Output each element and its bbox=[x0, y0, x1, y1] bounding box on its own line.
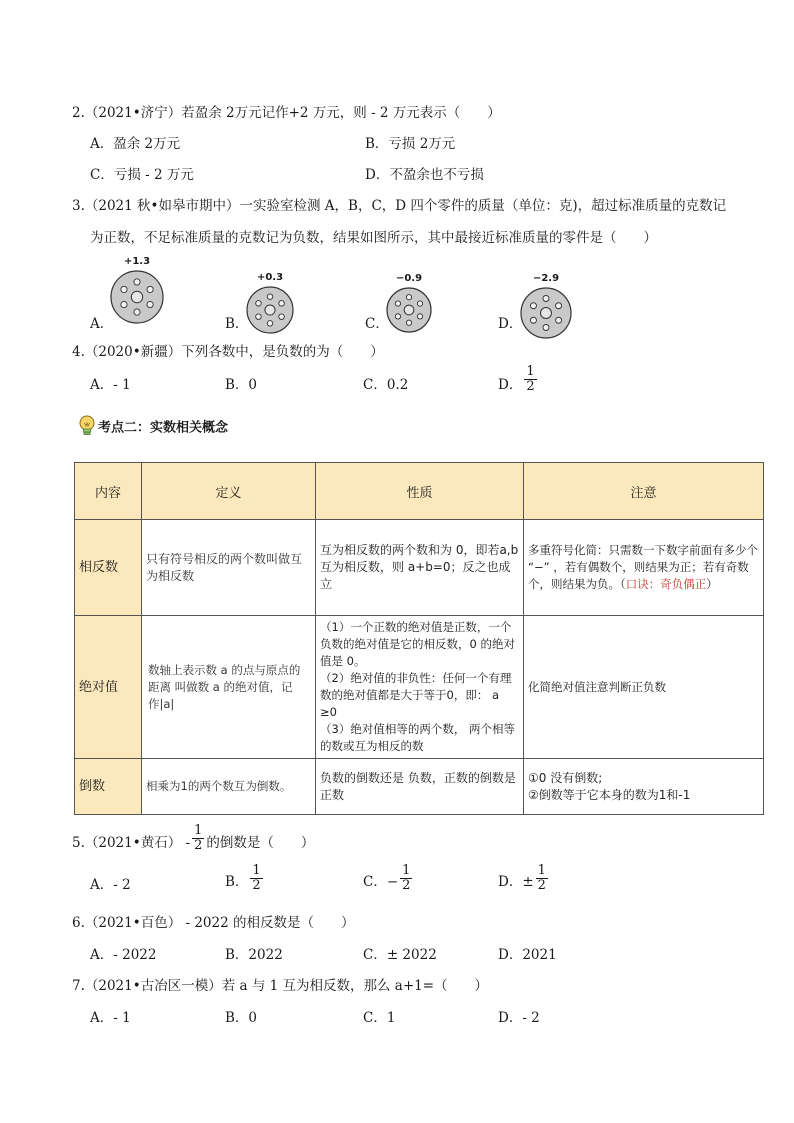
table-header-row bbox=[75, 463, 764, 520]
q5-d-frac-num: 1 bbox=[537, 863, 546, 878]
q2-option-b[interactable]: B．亏损 2万元 bbox=[365, 136, 456, 152]
part-disc-icon bbox=[519, 286, 573, 340]
part-disc-icon bbox=[109, 269, 165, 325]
q5-c-frac-num: 1 bbox=[402, 863, 411, 878]
reciprocal-note-2: ②倒数等于它本身的数为1和-1 bbox=[528, 787, 691, 802]
q6-option-d[interactable]: D．2021 bbox=[498, 947, 557, 963]
q7-option-b[interactable]: B．0 bbox=[225, 1010, 258, 1026]
q5-option-a[interactable]: A．- 2 bbox=[90, 877, 131, 893]
opposite-note-text: 多重符号化简：只需数一下数字前面有多少个 “−” ，若有偶数个，则结果为正；若有奇数个，则结果为负。（ bbox=[528, 543, 758, 591]
q2-option-c[interactable]: C．亏损 - 2 万元 bbox=[90, 167, 194, 183]
absolute-property-2: （2）绝对值的非负性：任何一个有理数的绝对值都是大于等于0，即： a ≥0 bbox=[320, 671, 512, 719]
q4-frac-den: 2 bbox=[526, 379, 535, 394]
opposite-note-end: ） bbox=[706, 577, 718, 591]
lightbulb-icon bbox=[78, 415, 96, 441]
q5-stem-pre: 5.（2021•黄石） - bbox=[72, 835, 191, 851]
q5-option-d-fraction bbox=[536, 864, 548, 893]
absolute-definition: 数轴上表示数 a 的点与原点的距离 叫做数 a 的绝对值，记作|a| bbox=[142, 616, 316, 759]
q7-option-d[interactable]: D．- 2 bbox=[498, 1010, 540, 1026]
question-7-stem: 7.（2021•古冶区一模）若 a 与 1 互为相反数，那么 a+1=（ ） bbox=[72, 978, 489, 994]
topic-heading bbox=[78, 415, 228, 441]
q3-part-a[interactable] bbox=[106, 256, 168, 325]
absolute-note: 化简绝对值注意判断正负数 bbox=[524, 616, 764, 759]
reciprocal-note-1: ①0 没有倒数; bbox=[528, 770, 603, 785]
q3-part-d[interactable] bbox=[516, 273, 576, 340]
q5-option-d[interactable] bbox=[498, 863, 550, 893]
reciprocal-property: 负数的倒数还是 负数，正数的倒数是正数 bbox=[316, 759, 524, 815]
absolute-property-1: （1）一个正数的绝对值是正数，一个负数的绝对值是它的相反数，0 的绝对值是 0。 bbox=[320, 620, 515, 668]
q5-stem-post: 的倒数是（ ） bbox=[206, 835, 315, 851]
q5-stem-frac-den: 2 bbox=[194, 838, 203, 853]
opposite-note bbox=[524, 520, 764, 616]
question-3-stem-line1: 3.（2021 秋•如皋市期中）一实验室检测 A，B，C，D 四个零件的质量（单位：克)，超过标准质量的克数记 bbox=[72, 198, 727, 214]
q4-option-c[interactable]: C．0.2 bbox=[363, 377, 409, 393]
row-name-reciprocal: 倒数 bbox=[75, 759, 142, 815]
q5-option-b-fraction bbox=[250, 864, 262, 893]
reciprocal-note bbox=[524, 759, 764, 815]
q5-option-c[interactable] bbox=[363, 863, 414, 893]
q7-option-a[interactable]: A．- 1 bbox=[90, 1010, 131, 1026]
q3-part-d-value: −2.9 bbox=[532, 273, 560, 284]
opposite-definition: 只有符号相反的两个数叫做互为相反数 bbox=[142, 520, 316, 616]
absolute-property bbox=[316, 616, 524, 759]
question-4-stem: 4.（2020•新疆）下列各数中，是负数的为（ ） bbox=[72, 344, 384, 360]
table-row-opposite bbox=[75, 520, 764, 616]
q5-option-b[interactable] bbox=[225, 863, 265, 893]
table-row-reciprocal bbox=[75, 759, 764, 815]
q3-part-c[interactable] bbox=[382, 273, 436, 334]
question-6-stem: 6.（2021•百色） - 2022 的相反数是（ ） bbox=[72, 915, 355, 931]
q7-option-c[interactable]: C．1 bbox=[363, 1010, 396, 1026]
q6-option-c[interactable]: C．± 2022 bbox=[363, 947, 437, 963]
q5-b-frac-num: 1 bbox=[252, 863, 261, 878]
q4-option-a[interactable]: A．- 1 bbox=[90, 377, 131, 393]
q5-option-b-label: B． bbox=[225, 874, 249, 890]
q6-option-a[interactable]: A．- 2022 bbox=[90, 947, 157, 963]
header-definition: 定义 bbox=[142, 463, 316, 520]
q3-part-a-value: +1.3 bbox=[123, 256, 151, 267]
q3-part-c-label: C． bbox=[365, 316, 389, 332]
topic-title: 考点二：实数相关概念 bbox=[98, 420, 229, 436]
q2-option-d[interactable]: D．不盈余也不亏损 bbox=[365, 167, 484, 183]
header-note: 注意 bbox=[524, 463, 764, 520]
opposite-property: 互为相反数的两个数和为 0，即若a,b 互为相反数，则 a+b=0；反之也成立 bbox=[316, 520, 524, 616]
question-3-stem-line2: 为正数，不足标准质量的克数记为负数，结果如图所示，其中最接近标准质量的零件是（ ） bbox=[90, 230, 657, 246]
row-name-opposite: 相反数 bbox=[75, 520, 142, 616]
table-row-absolute bbox=[75, 616, 764, 759]
header-property: 性质 bbox=[316, 463, 524, 520]
q5-option-d-label: D．± bbox=[498, 874, 534, 890]
q4-frac-num: 1 bbox=[526, 364, 535, 379]
question-2-stem: 2.（2021•济宁）若盈余 2万元记作+2 万元，则 - 2 万元表示（ ） bbox=[72, 105, 501, 121]
concept-table bbox=[74, 462, 764, 815]
q4-fraction bbox=[524, 365, 536, 394]
q5-option-c-fraction bbox=[400, 864, 412, 893]
row-name-absolute: 绝对值 bbox=[75, 616, 142, 759]
q3-part-a-label: A． bbox=[90, 316, 114, 332]
q4-option-d[interactable] bbox=[498, 364, 539, 394]
q4-option-b[interactable]: B．0 bbox=[225, 377, 258, 393]
q5-stem-frac-num: 1 bbox=[194, 823, 203, 838]
q3-part-b-label: B． bbox=[225, 316, 249, 332]
opposite-note-mnemonic: 口诀：奇负偶正 bbox=[625, 577, 707, 591]
q5-b-frac-den: 2 bbox=[252, 878, 261, 893]
q3-part-b[interactable] bbox=[242, 272, 298, 335]
q6-option-b[interactable]: B．2022 bbox=[225, 947, 283, 963]
q3-part-c-value: −0.9 bbox=[395, 273, 423, 284]
part-disc-icon bbox=[385, 286, 433, 334]
q5-option-c-label: C．− bbox=[363, 874, 399, 890]
q3-part-b-value: +0.3 bbox=[256, 272, 284, 283]
part-disc-icon bbox=[245, 285, 295, 335]
header-content: 内容 bbox=[75, 463, 142, 520]
absolute-property-3: （3）绝对值相等的两个数， 两个相等的数或互为相反的数 bbox=[320, 722, 515, 753]
q5-c-frac-den: 2 bbox=[402, 878, 411, 893]
q5-stem-fraction bbox=[192, 824, 204, 853]
reciprocal-definition: 相乘为1的两个数互为倒数。 bbox=[142, 759, 316, 815]
q2-option-a[interactable]: A．盈余 2万元 bbox=[90, 136, 181, 152]
q4-option-d-label: D． bbox=[498, 377, 523, 393]
question-5-stem bbox=[72, 823, 315, 853]
q3-part-d-label: D． bbox=[498, 316, 523, 332]
q5-d-frac-den: 2 bbox=[537, 878, 546, 893]
